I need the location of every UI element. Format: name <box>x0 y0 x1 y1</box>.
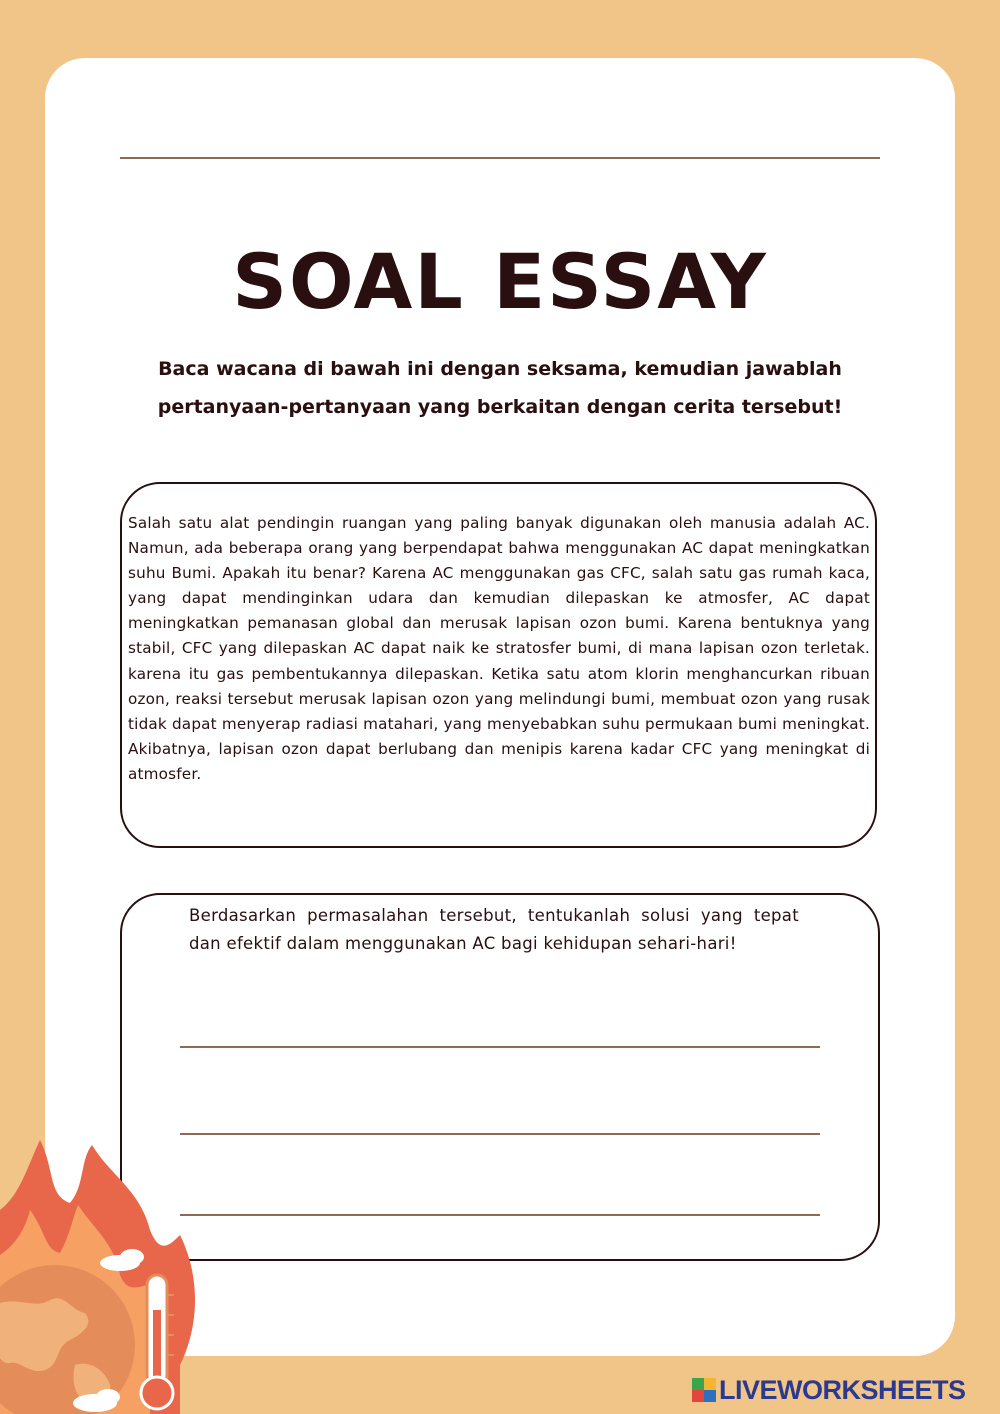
top-divider <box>120 157 880 159</box>
answer-line-1[interactable] <box>180 1046 820 1048</box>
answer-line-3[interactable] <box>180 1214 820 1216</box>
burning-globe-thermometer-icon <box>0 1135 215 1414</box>
brand-name: LIVEWORKSHEETS <box>719 1374 966 1405</box>
page-title: SOAL ESSAY <box>232 237 768 326</box>
instruction-text <box>110 350 890 426</box>
liveworksheets-logo-icon <box>692 1378 716 1402</box>
essay-question: Berdasarkan permasalahan tersebut, tentukanlah solusi yang tepat dan efektif dalam menggunakan AC bagi kehidupan sehari-hari! <box>189 906 799 953</box>
answer-line-2[interactable] <box>180 1133 820 1135</box>
instruction-line-1: Baca wacana di bawah ini dengan seksama, kemudian jawablah <box>158 358 842 380</box>
instruction-line-2: pertanyaan-pertanyaan yang berkaitan dengan cerita tersebut! <box>157 396 843 418</box>
reading-passage: Salah satu alat pendingin ruangan yang paling banyak digunakan oleh manusia adalah AC. Namun, ada beberapa orang yang berpendapat bahwa menggunakan AC dapat meningkatkan suhu Bumi. Apakah itu benar? Karena AC menggunakan gas CFC, salah satu gas rumah kaca, yang dapat mendinginkan udara dan kemudian dilepaskan ke atmosfer, AC dapat meningkatkan pemanasan global dan merusak lapisan ozon bumi. Karena bentuknya yang stabil, CFC yang dilepaskan AC dapat naik ke stratosfer bumi, di mana lapisan ozon terletak. karena itu gas pembentukannya dilepaskan. Ketika satu atom klorin menghancurkan ribuan ozon, reaksi tersebut merusak lapisan ozon yang melindungi bumi, membuat ozon yang rusak tidak dapat menyerap radiasi matahari, yang menyebabkan suhu permukaan bumi meningkat. Akibatnya, lapisan ozon dapat berlubang dan menipis karena kadar CFC yang meningkat di atmosfer. <box>128 514 870 783</box>
liveworksheets-logo[interactable] <box>692 1372 966 1408</box>
